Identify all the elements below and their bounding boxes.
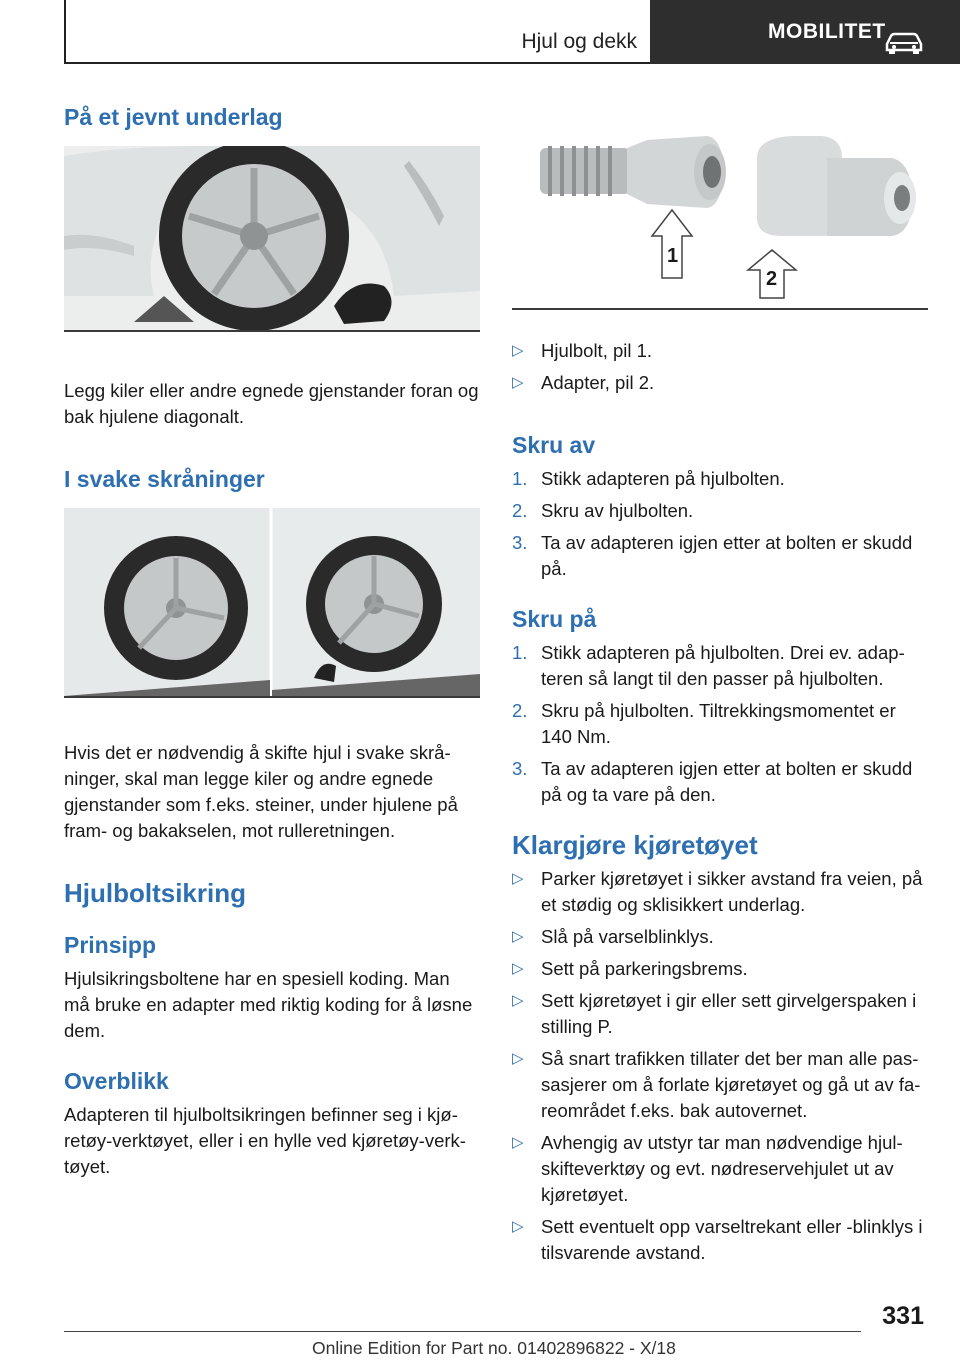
heading-wheel-lock: Hjulboltsikring (64, 878, 246, 908)
figure-label-2: 2 (766, 268, 778, 290)
figure-label-1: 1 (667, 245, 679, 267)
parts-list (512, 338, 928, 402)
image-wheel-flat (64, 146, 480, 330)
image-rule (512, 308, 928, 310)
footer-edition: Online Edition for Part no. 01402896822 - X/18 (312, 1338, 676, 1358)
triangle-bullet-icon: ▷ (512, 1050, 524, 1067)
page-number: 331 (882, 1302, 924, 1330)
list-item: 1. Stikk adapteren på hjulbolten. Drei ev. adapteren så langt til den passer på hjulbolten. (512, 642, 905, 689)
list-item: 1. Stikk adapteren på hjulbolten. (512, 468, 785, 489)
image-bolt-adapter (512, 118, 928, 308)
heading-prepare-vehicle: Klargjøre kjøretøyet (512, 830, 758, 860)
triangle-bullet-icon: ▷ (512, 342, 524, 359)
text-overview: Adapteren til hjulboltsikringen befinner seg i kjøretøy-verktøyet, eller i en hylle ved kjøretøy-verktøyet. (64, 1104, 466, 1177)
heading-screw-on: Skru på (512, 606, 597, 632)
text-slopes: Hvis det er nødvendig å skifte hjul i svake skråninger, skal man legge kiler og andre egnede gjenstander som f.eks. steiner, under hjulene på fram- og bakakselen, mot rulleretningen. (64, 742, 458, 841)
header-underline (64, 62, 650, 64)
list-item: ▷ Avhengig av utstyr tar man nødvendige hjulskifteverktøy og evt. nødreservehjulet ut av kjøretøyet. (512, 1132, 903, 1205)
footer-divider (64, 1331, 861, 1332)
image-wheels-slope (64, 508, 480, 696)
header-divider (64, 0, 66, 64)
list-item: ▷ Adapter, pil 2. (512, 370, 928, 396)
list-item: 3. Ta av adapteren igjen etter at bolten er skudd på. (512, 532, 913, 579)
triangle-bullet-icon: ▷ (512, 992, 524, 1009)
triangle-bullet-icon: ▷ (512, 374, 524, 391)
triangle-bullet-icon: ▷ (512, 928, 524, 945)
list-item: 3. Ta av adapteren igjen etter at bolten er skudd på og ta vare på den. (512, 758, 913, 805)
image-rule (64, 696, 480, 698)
list-item: 2. Skru på hjulbolten. Tiltrekkingsmomentet er 140 Nm. (512, 700, 896, 747)
list-item: 2. Skru av hjulbolten. (512, 500, 694, 521)
triangle-bullet-icon: ▷ (512, 960, 524, 977)
prepare-list (512, 866, 928, 1272)
heading-overview: Overblikk (64, 1068, 169, 1094)
heading-unscrew: Skru av (512, 432, 596, 458)
triangle-bullet-icon: ▷ (512, 870, 524, 887)
car-icon (884, 30, 924, 54)
screw-on-steps (512, 640, 928, 814)
triangle-bullet-icon: ▷ (512, 1218, 524, 1235)
triangle-bullet-icon: ▷ (512, 1134, 524, 1151)
header-chapter-label: MOBILITET (768, 20, 886, 43)
unscrew-steps (512, 466, 928, 588)
list-item: ▷ Slå på varselblinklys. (512, 924, 928, 950)
text-principle: Hjulsikringsboltene har en spesiell koding. Man må bruke en adapter med riktig koding for å løsne dem. (64, 968, 473, 1041)
heading-slopes: I svake skråninger (64, 466, 265, 492)
list-item: ▷ Så snart trafikken tillater det ber man alle passasjerer om å forlate kjøretøyet og gå ut av fareområdet f.eks. bak autovernet. (512, 1048, 921, 1121)
heading-principle: Prinsipp (64, 932, 157, 958)
list-item: ▷ Sett kjøretøyet i gir eller sett girvelgerspaken i stilling P. (512, 990, 917, 1037)
list-item: ▷ Sett eventuelt opp varseltrekant eller -blinklys i tilsvarende avstand. (512, 1216, 923, 1263)
list-item: ▷ Hjulbolt, pil 1. (512, 338, 928, 364)
list-item: ▷ Parker kjøretøyet i sikker avstand fra veien, på et stødig og sklisikkert underlag. (512, 868, 923, 915)
list-item: ▷ Sett på parkeringsbrems. (512, 956, 928, 982)
image-rule (64, 330, 480, 332)
header-section-title: Hjul og dekk (521, 30, 637, 53)
text-flat-ground: Legg kiler eller andre egnede gjenstander foran og bak hjulene diagonalt. (64, 380, 479, 427)
heading-flat-ground: På et jevnt underlag (64, 104, 283, 130)
